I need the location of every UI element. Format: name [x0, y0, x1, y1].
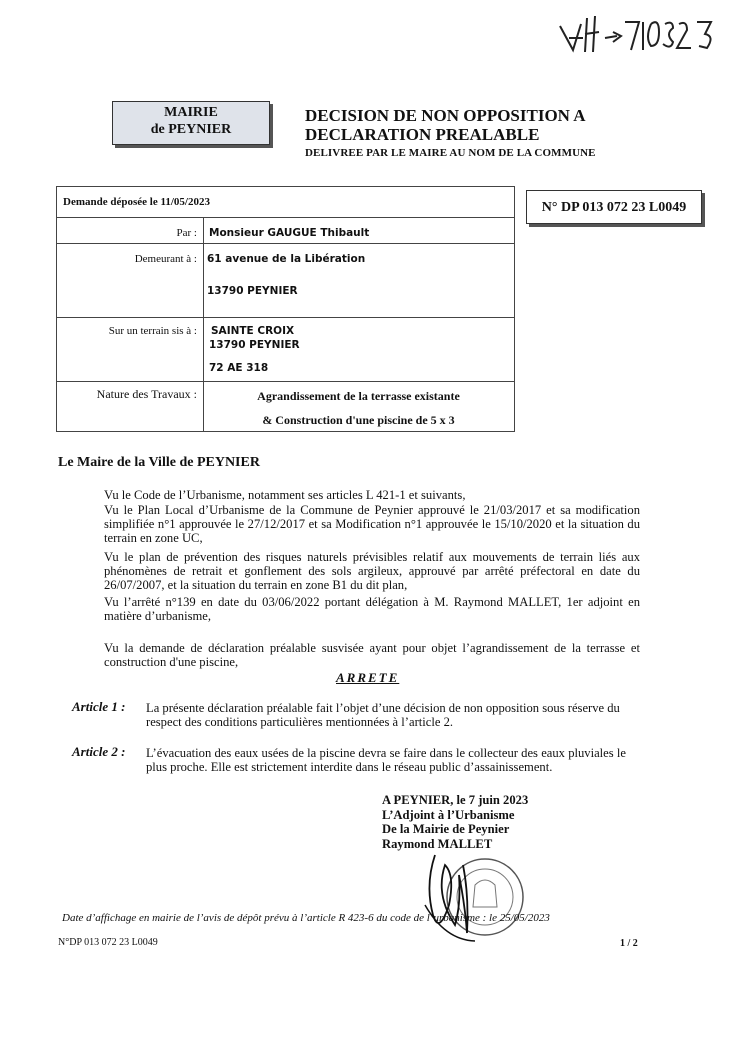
mairie-box [112, 101, 270, 145]
title-subtitle: DELIVREE PAR LE MAIRE AU NOM DE LA COMMUNE [305, 147, 596, 159]
table-divider [57, 381, 514, 382]
title-line1: DECISION DE NON OPPOSITION A [305, 106, 586, 125]
deposit-date: Demande déposée le 11/05/2023 [63, 196, 210, 208]
mairie-line1: MAIRIE [164, 105, 218, 120]
terrain-parcel: 72 AE 318 [209, 362, 269, 374]
table-divider [57, 317, 514, 318]
demeurant-label: Demeurant à : [134, 253, 197, 265]
page-number: 1 / 2 [620, 938, 638, 949]
address-line1: 61 avenue de la Libération [207, 253, 366, 265]
article-2-text: L’évacuation des eaux usées de la piscine devra se faire dans le collecteur des eaux pluviales le plus proche. Elle est strictement interdite dans le réseau public d’assainissement. [146, 746, 626, 774]
terrain-label: Sur un terrain sis à : [108, 325, 197, 337]
nature-label: Nature des Travaux : [96, 387, 197, 401]
par-label: Par : [176, 227, 197, 239]
signature-line3: De la Mairie de Peynier [382, 822, 510, 836]
signature-line2: L’Adjoint à l’Urbanisme [382, 807, 515, 822]
signature-line1: A PEYNIER, le 7 juin 2023 [382, 793, 529, 807]
visa-3 [104, 550, 640, 592]
maire-heading: Le Maire de la Ville de PEYNIER [58, 455, 260, 470]
document-title [305, 106, 725, 159]
signature-and-stamp [405, 845, 530, 945]
visa-text: Vu l’arrêté n°139 en date du 03/06/2022 portant délégation à M. Raymond MALLET, 1er adjoint en matière d’urbanisme, [104, 595, 640, 623]
nature-line2: & Construction d'une piscine de 5 x 3 [262, 413, 455, 427]
visa-text: Vu le plan de prévention des risques naturels prévisibles relatif aux mouvements de terrain liés aux phénomènes de retrait et gonflement des sols argileux, approuvé par arrêté préfectoral en date du 26/07/2007, et la situation du terrain en zone B1 du dit plan, [104, 550, 640, 592]
article-2-label: Article 2 : [72, 744, 126, 759]
table-divider [57, 243, 514, 244]
par-value: Monsieur GAUGUE Thibault [209, 227, 370, 239]
request-table [56, 186, 515, 432]
handwritten-annotation [555, 8, 725, 68]
visa-text: Vu la demande de déclaration préalable susvisée ayant pour objet l’agrandissement de la terrasse et construction d'une piscine, [104, 641, 640, 669]
terrain-line2: 13790 PEYNIER [209, 339, 300, 351]
visa-1 [104, 488, 640, 502]
visa-text: Vu le Code de l’Urbanisme, notamment ses articles L 421-1 et suivants, [104, 488, 466, 502]
terrain-line1: SAINTE CROIX [211, 325, 295, 337]
footer-reference: N°DP 013 072 23 L0049 [58, 937, 158, 948]
visa-4 [104, 595, 640, 623]
signature-line4: Raymond MALLET [382, 836, 493, 851]
visa-5 [104, 641, 640, 669]
title-line2: DECLARATION PREALABLE [305, 125, 540, 144]
arrete-heading: ARRETE [336, 670, 400, 685]
nature-line1: Agrandissement de la terrasse existante [257, 389, 460, 403]
reference-box: N° DP 013 072 23 L0049 [526, 190, 702, 224]
visa-2 [104, 503, 640, 545]
visa-text: Vu le Plan Local d’Urbanisme de la Commune de Peynier approuvé le 21/03/2017 et sa modification simplifiée n°1 approuvée le 27/12/2017 et sa Modification n°1 approuvée le 15/10/2020 et la situation du terrain en zone UC, [104, 503, 640, 545]
affichage-date: Date d’affichage en mairie de l’avis de dépôt prévu à l’article R 423-6 du code de l’urbanisme : le 25/05/2023 [62, 912, 550, 924]
mairie-line2: de PEYNIER [150, 122, 232, 137]
article-1-label: Article 1 : [72, 699, 126, 714]
address-line2: 13790 PEYNIER [207, 285, 298, 297]
article-1-text: La présente déclaration préalable fait l’objet d’une décision de non opposition sous réserve du respect des conditions particulières mentionnées à l’article 2. [146, 701, 620, 729]
table-divider [57, 217, 514, 218]
signature-block [382, 793, 528, 851]
